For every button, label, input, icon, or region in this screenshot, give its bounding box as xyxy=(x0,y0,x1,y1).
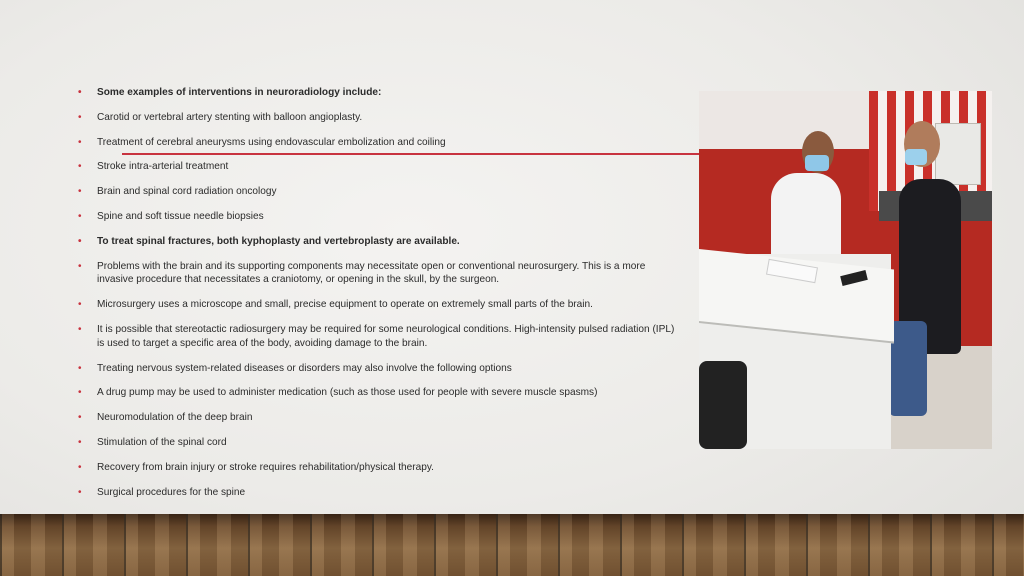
wooden-floor-decoration xyxy=(0,514,1024,576)
bullet-item xyxy=(78,298,683,312)
bullet-text: It is possible that stereotactic radiosurgery may be required for some neurological conditions. High-intensity pulsed radiation (IPL) is used to target a specific area of the body, avoiding damage to the brain. xyxy=(97,323,675,349)
bullet-text: Stimulation of the spinal cord xyxy=(97,436,227,448)
bullet-text: Carotid or vertebral artery stenting with balloon angioplasty. xyxy=(97,111,363,123)
accent-divider-line xyxy=(122,153,700,155)
bullet-text: Brain and spinal cord radiation oncology xyxy=(97,186,277,198)
bullet-item xyxy=(78,86,683,100)
bullet-dot-icon: • xyxy=(78,260,82,272)
bullet-item xyxy=(78,323,683,351)
bullet-item xyxy=(78,260,683,288)
bullet-item xyxy=(78,235,683,249)
bullet-dot-icon: • xyxy=(78,387,82,399)
bullet-list xyxy=(78,86,683,499)
bullet-dot-icon: • xyxy=(78,111,82,123)
bullet-item xyxy=(78,210,683,224)
bullet-item xyxy=(78,436,683,450)
bullet-dot-icon: • xyxy=(78,186,82,198)
bullet-item xyxy=(78,160,683,174)
bullet-item xyxy=(78,185,683,199)
bullet-dot-icon: • xyxy=(78,436,82,448)
bullet-item xyxy=(78,461,683,475)
bullet-dot-icon: • xyxy=(78,87,82,98)
doctor-consultation-photo xyxy=(699,91,992,449)
bullet-text: Spine and soft tissue needle biopsies xyxy=(97,210,264,222)
bullet-item xyxy=(78,136,683,150)
bullet-dot-icon: • xyxy=(78,486,82,498)
bullet-dot-icon: • xyxy=(78,136,82,148)
bullet-dot-icon: • xyxy=(78,235,82,247)
air-conditioner-icon xyxy=(935,123,981,185)
bullet-text: To treat spinal fractures, both kyphoplasty and vertebroplasty are available. xyxy=(97,235,460,247)
bullet-dot-icon: • xyxy=(78,161,82,173)
bullet-dot-icon: • xyxy=(78,362,82,374)
bullet-text: Stroke intra-arterial treatment xyxy=(97,161,229,173)
bullet-text: A drug pump may be used to administer medication (such as those used for people with severe muscle spasms) xyxy=(97,387,598,399)
bullet-text: Problems with the brain and its supporting components may necessitate open or conventional neurosurgery. This is a more invasive procedure that necessitates a craniotomy, or opening in the skull, by the surgeon. xyxy=(97,260,646,286)
bullet-text: Some examples of interventions in neuroradiology include: xyxy=(97,87,382,98)
bullet-text: Treatment of cerebral aneurysms using endovascular embolization and coiling xyxy=(97,136,446,148)
bullet-text: Neuromodulation of the deep brain xyxy=(97,412,253,424)
bullet-text: Recovery from brain injury or stroke requires rehabilitation/physical therapy. xyxy=(97,461,434,473)
bullet-dot-icon: • xyxy=(78,299,82,311)
bullet-item xyxy=(78,411,683,425)
bullet-text: Microsurgery uses a microscope and small, precise equipment to operate on extremely small parts of the brain. xyxy=(97,299,593,311)
bullet-item xyxy=(78,486,683,500)
bullet-text: Treating nervous system-related diseases or disorders may also involve the following options xyxy=(97,362,512,374)
bullet-item xyxy=(78,386,683,400)
bullet-dot-icon: • xyxy=(78,323,82,335)
bullet-text: Surgical procedures for the spine xyxy=(97,486,246,498)
bullet-dot-icon: • xyxy=(78,461,82,473)
bullet-dot-icon: • xyxy=(78,412,82,424)
bullet-dot-icon: • xyxy=(78,210,82,222)
bullet-item xyxy=(78,362,683,376)
bullet-item xyxy=(78,111,683,125)
